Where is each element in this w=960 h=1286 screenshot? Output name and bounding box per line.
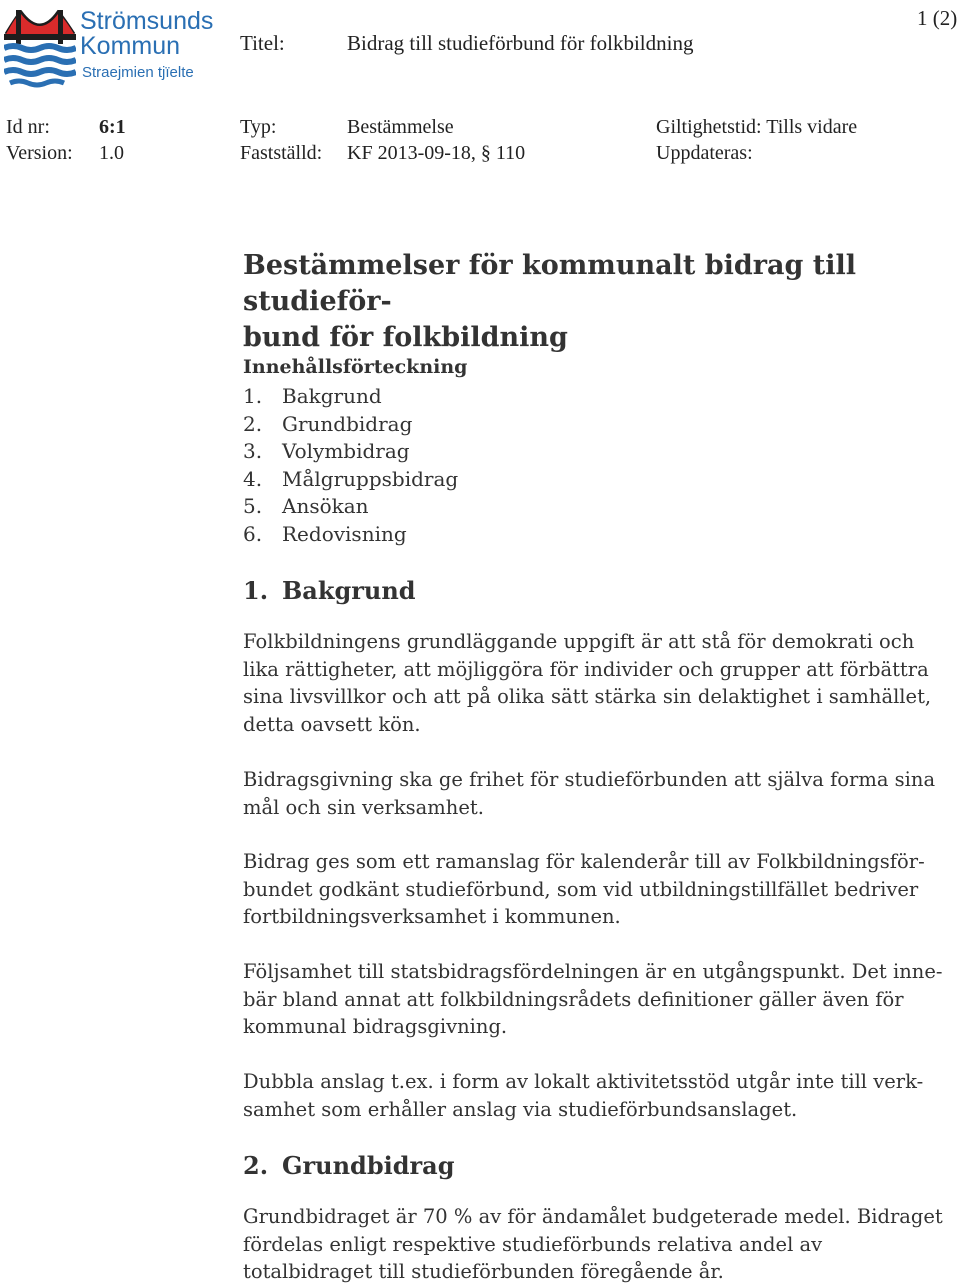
id-label: Id nr:	[6, 116, 50, 138]
paragraph: Följsamhet till statsbidragsfördelningen är en utgångspunkt. Det inne-bär bland annat att folkbildningsrådets definitioner gäller även för kommunal bidragsgivning.	[243, 960, 943, 1038]
paragraph: Grundbidraget är 70 % av för ändamålet budgeterade medel. Bidraget fördelas enligt respektive studieförbunds relativa andel av totalbidraget till studieförbunden föregående år.	[243, 1205, 943, 1283]
toc-item-label: Volymbidrag	[282, 439, 410, 463]
toc-item-label: Målgruppsbidrag	[282, 466, 459, 491]
paragraph: Bidragsgivning ska ge frihet för studieförbunden att själva forma sina mål och sin verksamhet.	[243, 768, 936, 819]
toc-item-number: 2.	[243, 411, 263, 436]
document-title	[243, 248, 943, 356]
toc-item[interactable]	[243, 383, 458, 411]
paragraph: Dubbla anslag t.ex. i form av lokalt aktivitetsstöd utgår inte till verk-samhet som erhåller anslag via studieförbundsanslaget.	[243, 1070, 924, 1121]
toc-item[interactable]	[243, 493, 458, 521]
document-title-line-1: Bestämmelser för kommunalt bidrag till studieför-	[243, 250, 856, 317]
section-number: 2.	[243, 1151, 269, 1180]
toc-item-number: 6.	[243, 521, 263, 546]
toc-item-number: 3.	[243, 439, 263, 463]
updated-text: Uppdateras:	[656, 142, 753, 164]
toc-item-number: 1.	[243, 384, 263, 408]
toc-item[interactable]	[243, 411, 458, 439]
validity-text: Giltighetstid: Tills vidare	[656, 116, 858, 138]
version-value: 1.0	[99, 142, 124, 164]
toc-list	[243, 383, 458, 548]
page-indicator: 1 (2)	[917, 6, 958, 30]
section-number: 1.	[243, 576, 269, 605]
toc-item-label: Bakgrund	[282, 384, 382, 408]
logo-text-line-2: Kommun	[80, 32, 181, 60]
established-label: Fastställd:	[240, 142, 323, 164]
version-label: Version:	[6, 142, 73, 164]
title-value: Bidrag till studieförbund för folkbildning	[347, 31, 694, 55]
section-heading	[243, 576, 416, 605]
established-value: KF 2013-09-18, § 110	[347, 142, 526, 164]
toc-item-label: Ansökan	[282, 494, 369, 518]
toc-item[interactable]	[243, 438, 458, 466]
toc-item-label: Grundbidrag	[282, 411, 413, 436]
document-title-line-2: bund för folkbildning	[243, 322, 568, 353]
type-value: Bestämmelse	[347, 116, 454, 138]
id-value: 6:1	[99, 116, 126, 138]
paragraph: Bidrag ges som ett ramanslag för kalenderår till av Folkbildningsför-bundet godkänt studieförbund, som vid utbildningstillfället bedriver fortbildningsverksamhet i kommunen.	[243, 850, 925, 928]
toc-item[interactable]	[243, 466, 458, 494]
logo-text-line-3: Straejmien tjïelte	[82, 64, 194, 81]
logo-text-line-1: Strömsunds	[80, 7, 214, 35]
toc-heading: Innehållsförteckning	[243, 356, 468, 378]
toc-item[interactable]	[243, 521, 458, 549]
section-title: Bakgrund	[282, 576, 416, 605]
section-title: Grundbidrag	[282, 1151, 455, 1180]
section-heading	[243, 1151, 454, 1180]
title-label: Titel:	[240, 31, 285, 55]
bridge-emblem-icon	[4, 4, 76, 88]
municipality-logo	[4, 4, 214, 88]
toc-item-label: Redovisning	[282, 521, 407, 546]
toc-item-number: 5.	[243, 494, 263, 518]
type-label: Typ:	[240, 116, 277, 138]
toc-item-number: 4.	[243, 466, 263, 491]
paragraph: Folkbildningens grundläggande uppgift är att stå för demokrati och lika rättigheter, att möjliggöra för individer och grupper att förbättra sina livsvillkor och att på olika sätt stärka sin delaktighet i samhället, detta oavsett kön.	[243, 630, 932, 736]
